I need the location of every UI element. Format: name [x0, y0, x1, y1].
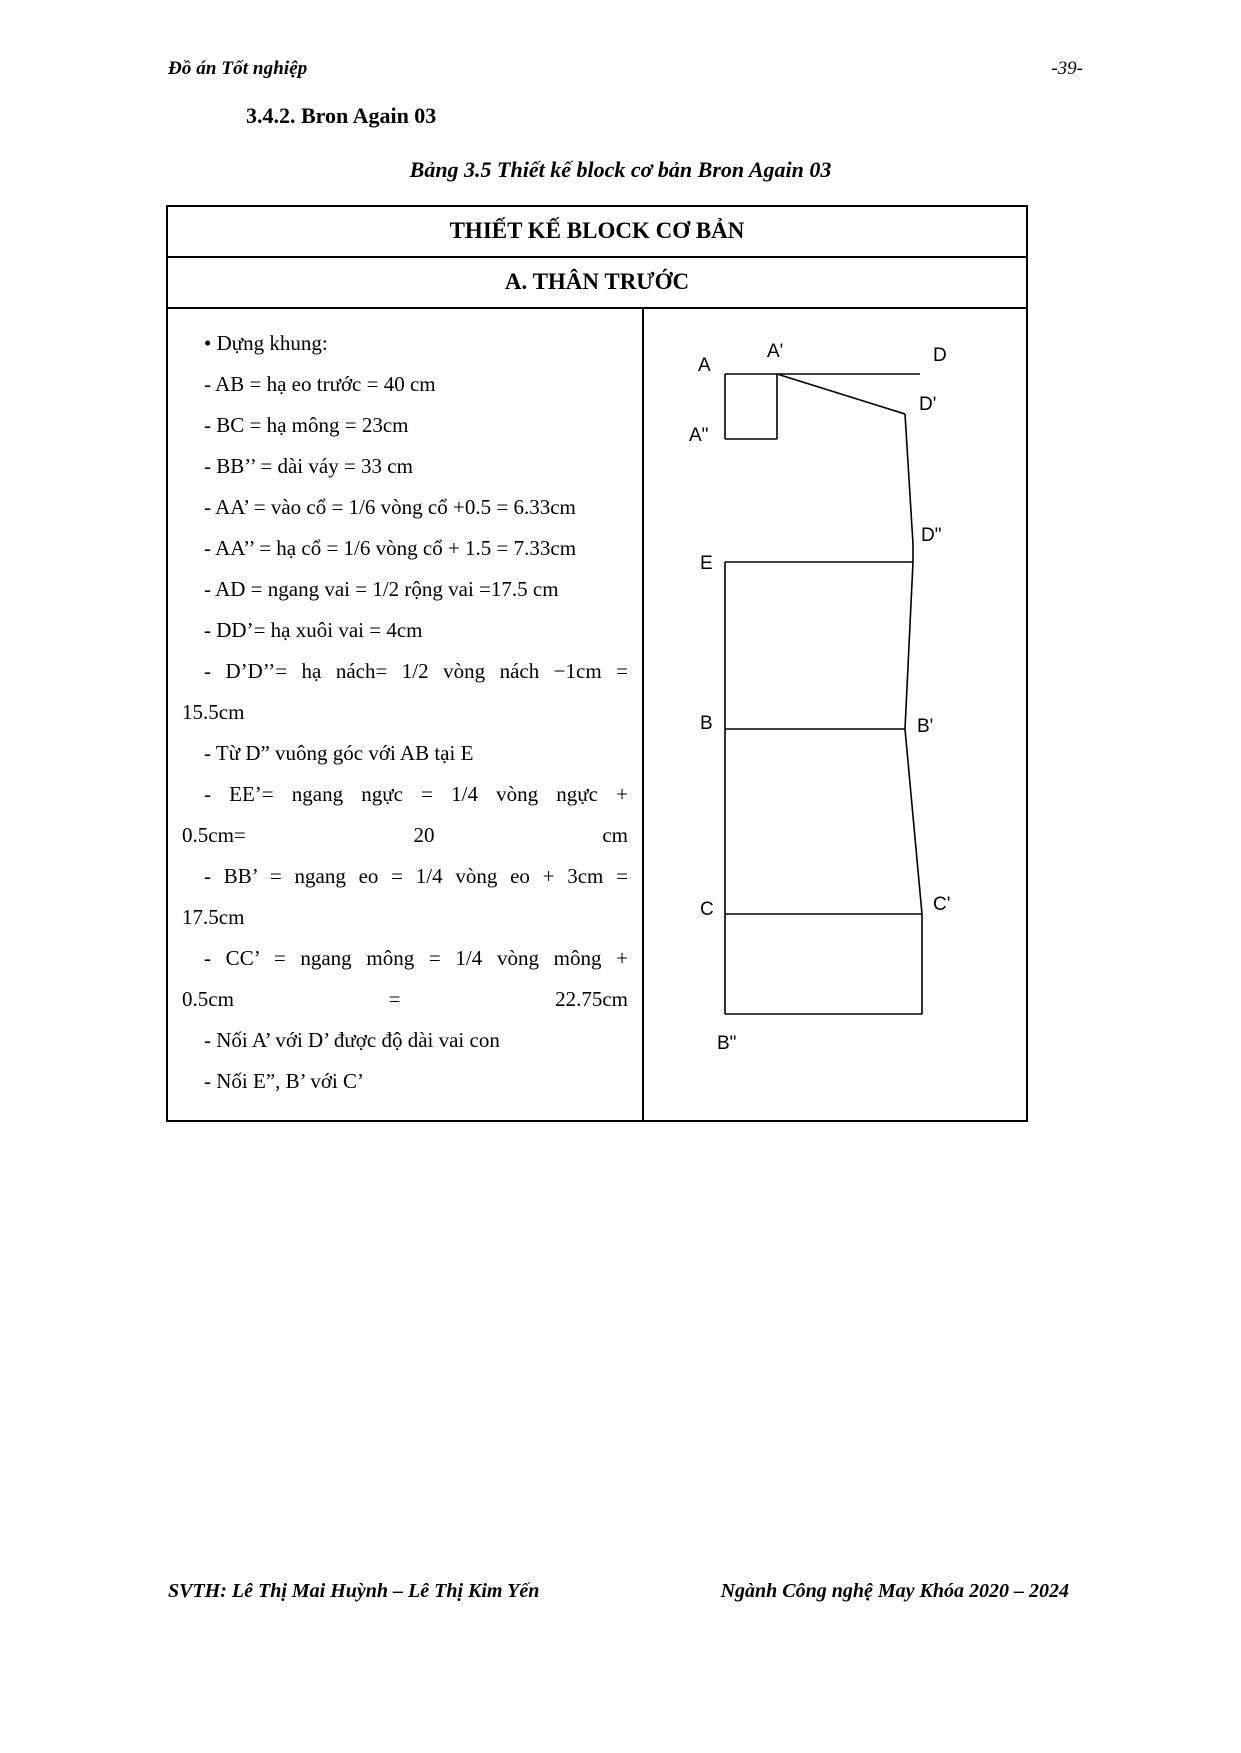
line-armhole-d-prime-d-double [905, 414, 913, 544]
spec-line-cc1 [182, 938, 628, 1020]
footer-program: Ngành Công nghệ May Khóa 2020 – 2024 [720, 1580, 1069, 1602]
spec-line-ee1-main: - EE’= ngang ngực = 1/4 vòng ngực + [204, 782, 628, 806]
line-shoulder-a-prime-d-prime [777, 374, 905, 414]
label-d-prime: D' [919, 394, 937, 415]
line-side-seam-upper [905, 562, 913, 729]
spec-line-d1d2-main: - D’D’’= hạ nách= 1/2 vòng nách −1cm = [204, 659, 628, 683]
line-side-seam-lower [905, 729, 922, 914]
spec-line-cc1-main: - CC’ = ngang mông = 1/4 vòng mông + [204, 946, 628, 970]
spec-line-dd1: - DD’= hạ xuôi vai = 4cm [204, 618, 423, 642]
label-a: A [698, 355, 711, 376]
label-b: B [700, 713, 713, 734]
section-heading: 3.4.2. Bron Again 03 [246, 103, 437, 128]
label-b-double: B" [717, 1033, 737, 1054]
running-footer [168, 1580, 1083, 1603]
spec-line-bb1 [182, 856, 628, 938]
spec-line-noi-e2-b1-c1: - Nối E”, B’ với C’ [204, 1069, 365, 1093]
header-title: Đồ án Tốt nghiệp [168, 58, 308, 79]
label-c-prime: C' [933, 894, 951, 915]
table-subtitle-row [168, 258, 1026, 309]
spec-line-aa2: - AA’’ = hạ cổ = 1/6 vòng cổ + 1.5 = 7.33cm [204, 536, 577, 560]
specifications-cell [168, 309, 644, 1120]
spec-line-aa1: - AA’ = vào cổ = 1/6 vòng cổ +0.5 = 6.33cm [204, 495, 576, 519]
spec-line-cc1-tail: 0.5cm = 22.75cm [182, 987, 628, 1011]
spec-line-bb2: - BB’’ = dài váy = 33 cm [204, 454, 413, 478]
running-header [168, 58, 1083, 92]
pattern-figure-cell [644, 309, 1026, 1120]
spec-line-ee1-tail: 0.5cm= 20 cm [182, 823, 628, 847]
spec-line-bc: - BC = hạ mông = 23cm [204, 413, 409, 437]
label-a-prime: A' [767, 341, 784, 362]
pattern-drawing [652, 319, 1018, 1110]
label-e: E [700, 553, 713, 574]
table-title-row [168, 207, 1026, 258]
label-b-prime: B' [917, 716, 934, 737]
spec-line-noi-a1-d1: - Nối A’ với D’ được độ dài vai con [204, 1028, 500, 1052]
table-title: THIẾT KẾ BLOCK CƠ BẢN [168, 207, 1026, 258]
front-bodice-diagram-svg [665, 319, 1005, 1079]
block-design-table [166, 205, 1028, 1122]
spec-line-d1d2-tail: 15.5cm [182, 700, 245, 724]
table-caption: Bảng 3.5 Thiết kế block cơ bản Bron Again 03 [409, 157, 832, 182]
page-number: -39- [1051, 58, 1083, 79]
table-body-row [168, 309, 1026, 1120]
spec-line-ee1 [182, 774, 628, 856]
label-d: D [933, 345, 947, 366]
spec-line-bb1-tail: 17.5cm [182, 905, 245, 929]
spec-line-d1d2 [182, 651, 628, 733]
spec-line-ab: - AB = hạ eo trước = 40 cm [204, 372, 436, 396]
spec-line-ad: - AD = ngang vai = 1/2 rộng vai =17.5 cm [204, 577, 559, 601]
spec-bullet-dung-khung: • Dựng khung: [204, 331, 328, 355]
label-c: C [700, 899, 714, 920]
spec-line-bb1-main: - BB’ = ngang eo = 1/4 vòng eo + 3cm = [204, 864, 628, 888]
spec-line-tu-d2: - Từ D” vuông góc với AB tại E [204, 741, 474, 765]
label-a-double: A" [689, 425, 709, 446]
label-d-double: D" [921, 525, 942, 546]
table-subtitle: A. THÂN TRƯỚC [168, 258, 1026, 309]
footer-authors: SVTH: Lê Thị Mai Huỳnh – Lê Thị Kim Yến [168, 1580, 540, 1602]
